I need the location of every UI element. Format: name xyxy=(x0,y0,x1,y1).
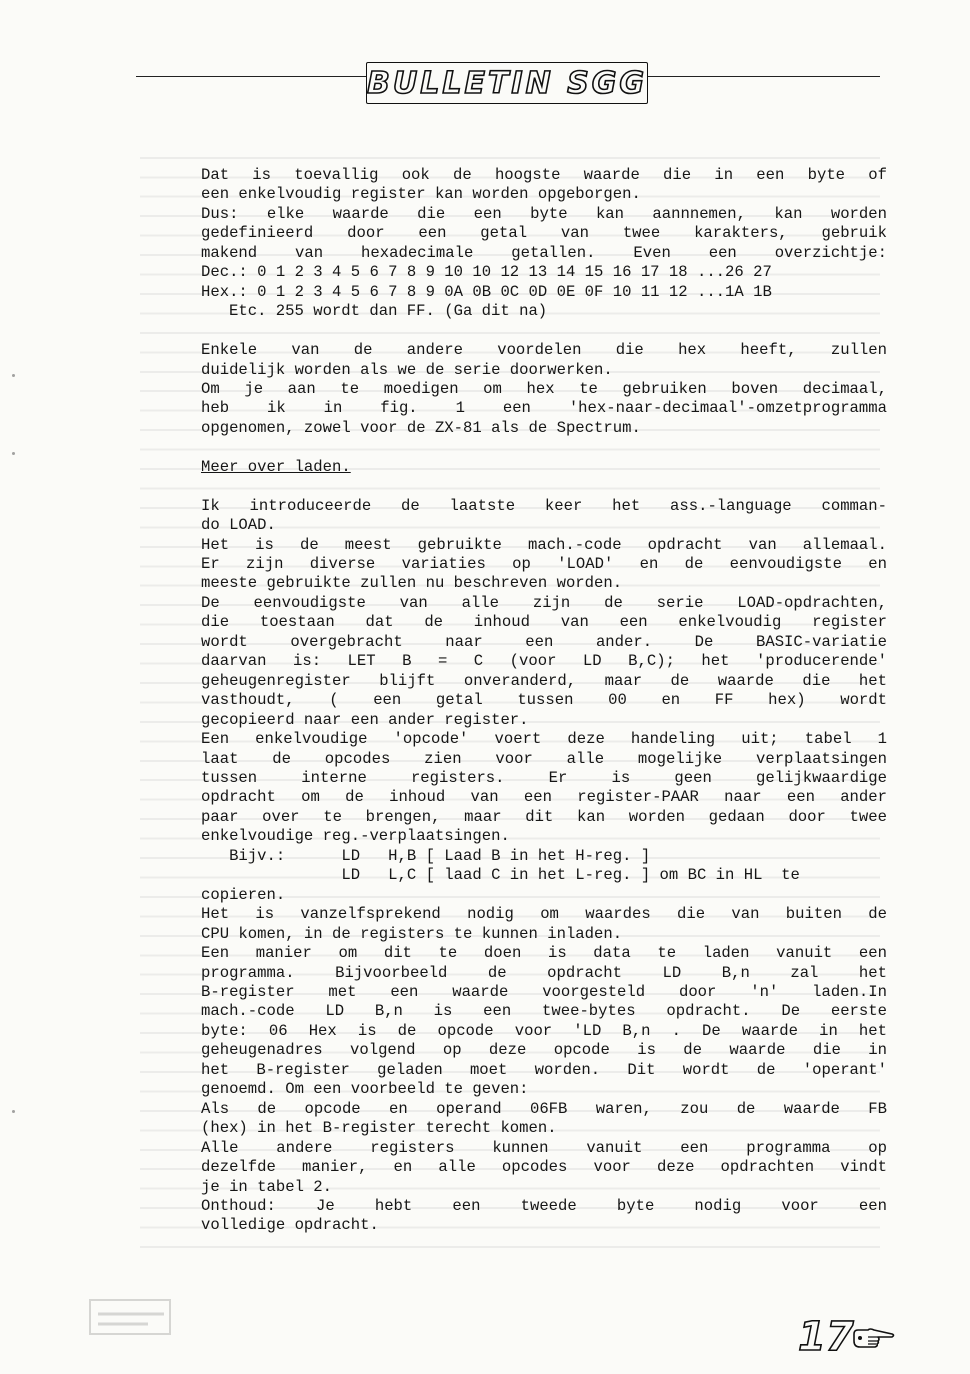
scan-speck xyxy=(12,1110,15,1113)
text-line: die toestaan dat de inhoud van een enkelvoudig register xyxy=(201,613,887,632)
text-line: programma. Bijvoorbeeld de opdracht LD B,n zal het xyxy=(201,963,887,982)
text-line: Om je aan te moedigen om hex te gebruiken boven decimaal, xyxy=(201,379,887,398)
text-line: geheugenadres volgend op deze opcode is de waarde die in xyxy=(201,1041,887,1060)
text-line: genoemd. Om een voorbeeld te geven: xyxy=(201,1080,529,1099)
text-line: Enkele van de andere voordelen die hex heeft, zullen xyxy=(201,341,887,360)
header-rule-left xyxy=(136,76,366,77)
text-line: daarvan is: LET B = C (voor LD B,C); het 'producerende' xyxy=(201,652,887,671)
text-line: Ik introduceerde de laatste keer het ass.-language comman- xyxy=(201,496,887,515)
pointing-hand-icon xyxy=(852,1326,896,1350)
article-body xyxy=(201,166,887,1236)
text-line: byte: 06 Hex is de opcode voor 'LD B,n . De waarde in het xyxy=(201,1021,887,1040)
text-line: Als de opcode en operand 06FB waren, zou de waarde FB xyxy=(201,1099,887,1118)
text-line: vasthoudt, ( een getal tussen 00 en FF hex) wordt xyxy=(201,691,887,710)
example-line-2: LD L,C [ laad C in het L-reg. ] om BC in HL te xyxy=(201,866,800,885)
text-line: dezelfde manier, en alle opcodes voor deze opdrachten vindt xyxy=(201,1158,887,1177)
text-line: opgenomen, zowel voor de ZX-81 als de Spectrum. xyxy=(201,418,641,437)
text-line: Er zijn diverse variaties op 'LOAD' en de eenvoudigste en xyxy=(201,555,887,574)
logo-text: BULLETIN SGG xyxy=(367,65,647,101)
bulletin-logo xyxy=(366,62,648,104)
logo-frame xyxy=(366,62,648,104)
scan-speck xyxy=(12,452,15,455)
text-line: Dat is toevallig ook de hoogste waarde die in een byte of xyxy=(201,166,887,184)
text-line: B-register met een waarde voorgesteld door 'n' laden.In xyxy=(201,982,887,1001)
text-line: duidelijk worden als we de serie doorwerken. xyxy=(201,360,613,379)
text-line: mach.-code LD B,n is een twee-bytes opdracht. De eerste xyxy=(201,1002,887,1021)
text-line: Het is de meest gebruikte mach.-code opdracht van allemaal. xyxy=(201,535,887,554)
text-line: makend van hexadecimale getallen. Even een overzichtje: xyxy=(201,243,887,262)
text-line: CPU komen, in de registers te kunnen inladen. xyxy=(201,924,623,943)
dec-row: Dec.: 0 1 2 3 4 5 6 7 8 9 10 10 12 13 14 15 16 17 18 ...26 27 xyxy=(201,263,772,282)
text-line: tussen interne registers. Er is geen gelijkwaardige xyxy=(201,769,887,787)
text-line: wordt overgebracht naar een ander. De BASIC-variatie xyxy=(201,632,887,651)
faded-corner-mark xyxy=(88,1294,174,1340)
scan-speck xyxy=(12,374,15,377)
text-line: Onthoud: Je hebt een tweede byte nodig voor een xyxy=(201,1196,887,1215)
spacer xyxy=(201,322,887,341)
header-rule-right xyxy=(648,76,880,77)
text-line: opdracht om de inhoud van een register-PAAR naar een ander xyxy=(201,788,887,807)
text-line: laat de opcodes zien voor alle mogelijke verplaatsingen xyxy=(201,749,887,768)
text-line: Een manier om dit te doen is data te laden vanuit een xyxy=(201,944,887,963)
text-line: je in tabel 2. xyxy=(201,1177,333,1196)
text-line: enkelvoudige reg.-verplaatsingen. xyxy=(201,827,510,846)
text-line: Een enkelvoudige 'opcode' voert deze handeling uit; tabel 1 xyxy=(201,730,887,749)
text-line: meeste gebruikte zullen nu beschreven worden. xyxy=(201,574,623,593)
text-line: De eenvoudigste van alle zijn de serie LOAD-opdrachten, xyxy=(201,593,887,612)
example-line-3: copieren. xyxy=(201,885,286,904)
example-line-1: Bijv.: LD H,B [ Laad B in het H-reg. ] xyxy=(201,846,651,865)
text-line: heb ik in fig. 1 een 'hex-naar-decimaal'-omzetprogramma xyxy=(201,399,887,418)
text-line: gecopieerd naar een ander register. xyxy=(201,710,529,729)
etc-row: Etc. 255 wordt dan FF. (Ga dit na) xyxy=(229,302,548,321)
text-line: Dus: elke waarde die een byte kan aannnemen, kan worden xyxy=(201,204,887,223)
text-line: paar over te brengen, maar dit kan worden gedaan door twee xyxy=(201,807,887,826)
text-line: (hex) in het B-register terecht komen. xyxy=(201,1119,557,1138)
text-line: een enkelvoudig register kan worden opgeborgen. xyxy=(201,185,641,204)
text-line: geheugenregister blijft onveranderd, maar de waarde die het xyxy=(201,671,887,690)
text-line: Alle andere registers kunnen vanuit een programma op xyxy=(201,1138,887,1157)
text-line: volledige opdracht. xyxy=(201,1216,379,1235)
hex-row: Hex.: 0 1 2 3 4 5 6 7 8 9 0A 0B 0C 0D 0E 0F 10 11 12 ...1A 1B xyxy=(201,282,772,301)
section-heading: Meer over laden. xyxy=(201,457,351,476)
page-number: 17 xyxy=(798,1314,854,1360)
spacer xyxy=(201,438,887,457)
text-line: gedefinieerd door een getal van twee karakters, gebruik xyxy=(201,224,887,243)
text-line: do LOAD. xyxy=(201,516,276,535)
spacer xyxy=(201,477,887,496)
text-line: het B-register geladen moet worden. Dit wordt de 'operant' xyxy=(201,1060,887,1079)
text-line: Het is vanzelfsprekend nodig om waardes die van buiten de xyxy=(201,905,887,924)
